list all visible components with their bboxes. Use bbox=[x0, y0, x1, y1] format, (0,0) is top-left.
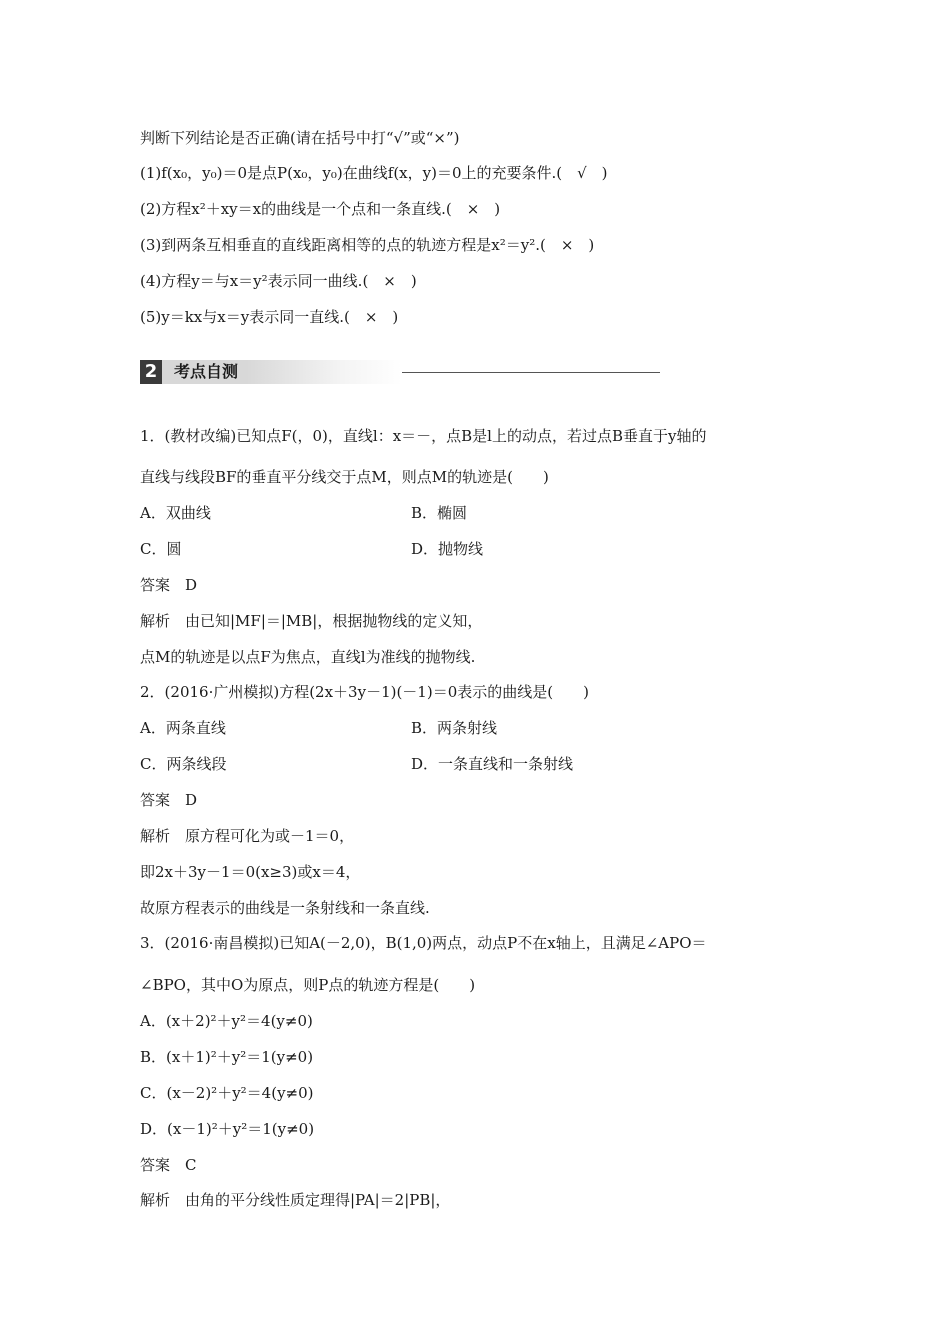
q2-answer: 答案 D bbox=[140, 791, 198, 809]
q2-analysis-3: 故原方程表示的曲线是一条射线和一条直线. bbox=[140, 899, 430, 917]
judge-item-5: (5)y＝kx与x＝y表示同一直线.( × ) bbox=[140, 308, 399, 326]
judge-item-3: (3)到两条互相垂直的直线距离相等的点的轨迹方程是x²＝y².( × ) bbox=[140, 236, 595, 254]
q3-answer: 答案 C bbox=[140, 1156, 197, 1174]
q3-option-d: D．(x－1)²＋y²＝1(y≠0) bbox=[140, 1120, 315, 1138]
q3-option-c: C．(x－2)²＋y²＝4(y≠0) bbox=[140, 1084, 314, 1102]
q2-option-d: D．一条直线和一条射线 bbox=[411, 755, 574, 773]
judge-item-4: (4)方程y＝与x＝y²表示同一曲线.( × ) bbox=[140, 272, 417, 290]
q3-stem-line2: ∠BPO，其中O为原点，则P点的轨迹方程是( ) bbox=[140, 976, 476, 994]
judge-item-1: (1)f(x₀，y₀)＝0是点P(x₀，y₀)在曲线f(x，y)＝0上的充要条件.( √ ) bbox=[140, 164, 608, 182]
q2-analysis-1: 解析 原方程可化为或－1＝0， bbox=[140, 827, 355, 845]
q1-stem-line1: 1．(教材改编)已知点F(，0)，直线l：x＝－，点B是l上的动点，若过点B垂直于y轴的 bbox=[140, 427, 707, 445]
q1-stem-line2: 直线与线段BF的垂直平分线交于点M，则点M的轨迹是( ) bbox=[140, 468, 549, 486]
q3-option-a: A．(x＋2)²＋y²＝4(y≠0) bbox=[140, 1012, 313, 1030]
q3-stem-line1: 3．(2016·南昌模拟)已知A(－2,0)，B(1,0)两点，动点P不在x轴上，且满足∠APO＝ bbox=[140, 934, 707, 952]
section-number: 2 bbox=[140, 360, 162, 384]
q3-option-b: B．(x＋1)²＋y²＝1(y≠0) bbox=[140, 1048, 314, 1066]
q1-option-d: D．抛物线 bbox=[411, 540, 484, 558]
q2-option-c: C．两条线段 bbox=[140, 755, 227, 773]
section-rule bbox=[402, 372, 660, 373]
section-heading bbox=[140, 360, 520, 384]
q2-option-b: B．两条射线 bbox=[411, 719, 498, 737]
q2-stem: 2．(2016·广州模拟)方程(2x＋3y－1)(－1)＝0表示的曲线是( ) bbox=[140, 683, 589, 701]
q2-analysis-2: 即2x＋3y－1＝0(x≥3)或x＝4， bbox=[140, 863, 361, 881]
q1-answer: 答案 D bbox=[140, 576, 198, 594]
q1-analysis-2: 点M的轨迹是以点F为焦点，直线l为准线的抛物线. bbox=[140, 648, 476, 666]
q1-option-c: C．圆 bbox=[140, 540, 182, 558]
q1-option-b: B．椭圆 bbox=[411, 504, 468, 522]
q3-analysis-1: 解析 由角的平分线性质定理得|PA|＝2|PB|， bbox=[140, 1191, 451, 1209]
q1-analysis-1: 解析 由已知|MF|＝|MB|，根据抛物线的定义知， bbox=[140, 612, 483, 630]
section-title: 考点自测 bbox=[162, 360, 402, 384]
q1-option-a: A．双曲线 bbox=[140, 504, 211, 522]
q2-option-a: A．两条直线 bbox=[140, 719, 226, 737]
judge-item-2: (2)方程x²＋xy＝x的曲线是一个点和一条直线.( × ) bbox=[140, 200, 501, 218]
judge-intro: 判断下列结论是否正确(请在括号中打“√”或“×”) bbox=[140, 129, 460, 147]
